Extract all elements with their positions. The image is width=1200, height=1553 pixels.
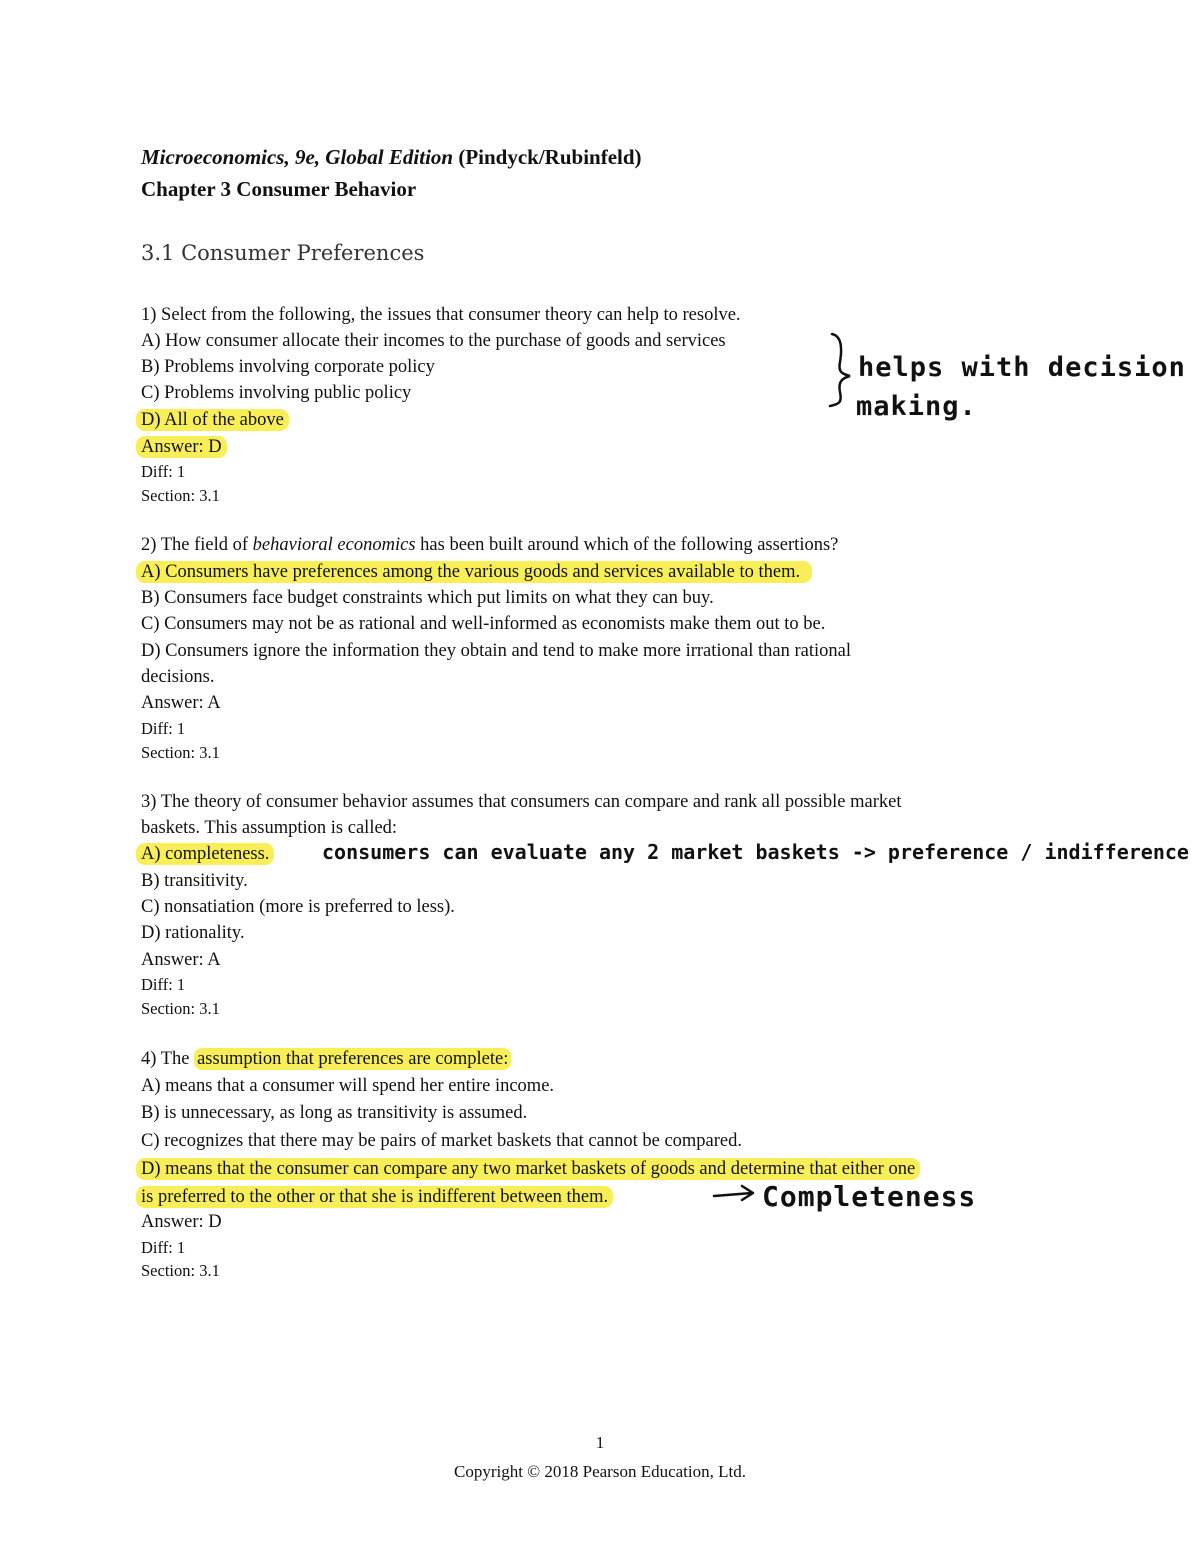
question-1-diff: Diff: 1 bbox=[141, 462, 186, 481]
arrow-shaft bbox=[714, 1193, 752, 1196]
question-1-option-a: A) How consumer allocate their incomes to the purchase of goods and services bbox=[141, 331, 726, 351]
highlight: Answer: D bbox=[136, 436, 227, 458]
chapter-title: Chapter 3 Consumer Behavior bbox=[141, 177, 417, 201]
question-4-section: Section: 3.1 bbox=[141, 1261, 220, 1280]
section-heading: 3.1 Consumer Preferences bbox=[141, 241, 425, 265]
question-2-option-a bbox=[141, 561, 812, 583]
question-2-option-d: D) Consumers ignore the information they obtain and tend to make more irrational than rational bbox=[141, 641, 852, 661]
highlight: assumption that preferences are complete: bbox=[194, 1048, 511, 1070]
highlight: D) All of the above bbox=[136, 409, 289, 431]
question-2-section: Section: 3.1 bbox=[141, 743, 220, 762]
question-2-option-c: C) Consumers may not be as rational and well-informed as economists make them out to be. bbox=[141, 614, 826, 634]
question-1-section: Section: 3.1 bbox=[141, 486, 220, 505]
question-4-answer: Answer: D bbox=[141, 1212, 222, 1232]
book-title: Microeconomics, 9e, Global Edition bbox=[141, 145, 454, 169]
question-3-option-b: B) transitivity. bbox=[141, 871, 248, 891]
question-2-stem-post: has been built around which of the following assertions? bbox=[415, 535, 839, 555]
question-3-diff: Diff: 1 bbox=[141, 975, 186, 994]
highlight: D) means that the consumer can compare any two market baskets of goods and determine that either one bbox=[136, 1158, 920, 1180]
question-3-option-a bbox=[141, 843, 274, 865]
highlight: A) Consumers have preferences among the various goods and services available to them. bbox=[136, 561, 812, 583]
page-number: 1 bbox=[595, 1433, 605, 1452]
question-2-diff: Diff: 1 bbox=[141, 719, 186, 738]
question-1-answer bbox=[141, 436, 227, 458]
highlight: is preferred to the other or that she is indifferent between them. bbox=[136, 1186, 613, 1208]
question-4-stem-pre: 4) The bbox=[141, 1049, 195, 1069]
curly-brace bbox=[830, 334, 850, 406]
question-2-stem-pre: 2) The field of bbox=[141, 535, 253, 555]
question-3-option-c: C) nonsatiation (more is preferred to less). bbox=[141, 897, 455, 917]
question-3-stem-line1: 3) The theory of consumer behavior assumes that consumers can compare and rank all possible market bbox=[141, 792, 902, 812]
arrow-head bbox=[742, 1186, 753, 1200]
book-title-line bbox=[141, 145, 642, 170]
handwritten-note-making: making. bbox=[856, 391, 977, 422]
question-3-option-d: D) rationality. bbox=[141, 923, 245, 943]
question-1-option-c: C) Problems involving public policy bbox=[141, 383, 412, 403]
book-authors: (Pindyck/Rubinfeld) bbox=[453, 145, 642, 169]
question-2-answer: Answer: A bbox=[141, 693, 221, 713]
question-2-stem-italic: behavioral economics bbox=[252, 535, 416, 555]
question-1-option-d bbox=[141, 409, 289, 431]
copyright: Copyright © 2018 Pearson Education, Ltd. bbox=[454, 1462, 746, 1481]
question-4-option-d-cont bbox=[141, 1186, 613, 1208]
question-4-option-d bbox=[141, 1158, 920, 1180]
handwritten-note-decision: helps with decision bbox=[858, 352, 1186, 383]
question-1-option-b: B) Problems involving corporate policy bbox=[141, 357, 435, 377]
question-3-stem-line2: baskets. This assumption is called: bbox=[141, 818, 398, 838]
question-2-option-b: B) Consumers face budget constraints which put limits on what they can buy. bbox=[141, 588, 714, 608]
question-4-stem bbox=[141, 1048, 511, 1070]
highlight: A) completeness. bbox=[136, 843, 274, 865]
question-3-answer: Answer: A bbox=[141, 950, 221, 970]
question-1-stem: 1) Select from the following, the issues that consumer theory can help to resolve. bbox=[141, 305, 741, 325]
question-2-stem bbox=[141, 534, 838, 556]
question-4-option-a: A) means that a consumer will spend her entire income. bbox=[141, 1076, 555, 1096]
handwritten-note-completeness-definition: consumers can evaluate any 2 market baskets -> preference / indifference bbox=[322, 840, 1189, 864]
question-2-option-d-cont: decisions. bbox=[141, 667, 215, 687]
question-3-section: Section: 3.1 bbox=[141, 999, 220, 1018]
question-4-option-b: B) is unnecessary, as long as transitivity is assumed. bbox=[141, 1103, 528, 1123]
question-4-option-c: C) recognizes that there may be pairs of market baskets that cannot be compared. bbox=[141, 1131, 743, 1151]
handwritten-note-completeness: Completeness bbox=[762, 1180, 977, 1213]
question-4-diff: Diff: 1 bbox=[141, 1238, 186, 1257]
